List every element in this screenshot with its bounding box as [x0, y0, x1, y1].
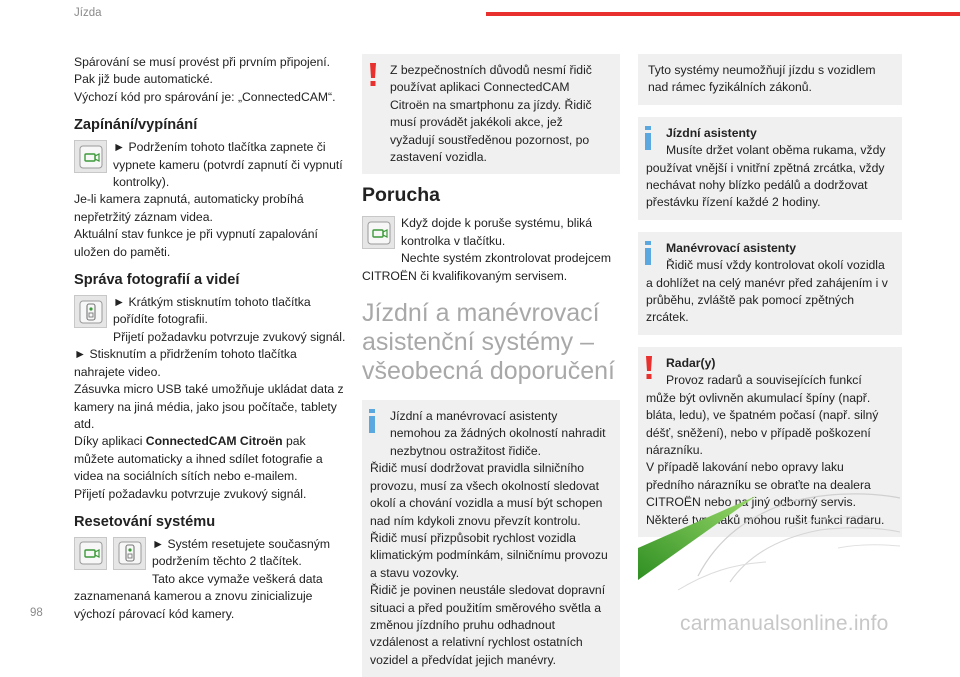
on-off-memory: Aktuální stav funkce je při vypnutí zapalování uložen do paměti.	[74, 227, 318, 259]
on-off-recording: Je-li kamera zapnutá, automaticky probíhá nepřetržitý záznam videa.	[74, 192, 304, 224]
pairing-line-1: Spárování se musí provést při prvním připojení.	[74, 55, 331, 69]
photos-block	[74, 294, 346, 329]
radar-text-3: Některé typy laků mohou rušit funkci radaru.	[646, 512, 885, 527]
usb-button-icon	[74, 295, 107, 328]
heading-fault: Porucha	[362, 184, 441, 207]
info-note-driving	[638, 117, 902, 220]
info-note-assist	[362, 400, 620, 677]
pairing-line-2: Pak již bude automatické.	[74, 72, 213, 87]
heading-reset: Resetování systému	[74, 513, 216, 530]
photos-long-press: ► Stisknutím a přidržením tohoto tlačítka nahrajete video.	[74, 347, 297, 379]
info-assist-2: Řidič musí dodržovat pravidla silničního provozu, musí za všech okolností sledovat okolí a chování vozidla a musí být schopen nad ním kdykoli znovu převzít kontrolu. Řidič musí přizpůsobit rychlost vozidla klimatickým podmínkám, silničnímu provozu a stavu vozovky.	[370, 461, 608, 580]
photos-confirm-sound: Přijetí požadavku potvrzuje zvukový signál.	[113, 329, 346, 344]
usb-button-icon	[113, 537, 146, 570]
reset-effect: Tato akce vymaže veškerá data zaznamenaná kamerou a znovu zinicializuje výchozí párovací kód kamery.	[74, 571, 323, 621]
camera-button-icon	[362, 216, 395, 249]
physics-text: Tyto systémy neumožňují jízdu s vozidlem nad rámec fyzikálních zákonů.	[648, 63, 876, 95]
warning-note-app	[362, 54, 620, 174]
physics-note	[638, 54, 902, 105]
radar-title: Radar(y)	[666, 355, 716, 370]
info-assist-1: Jízdní a manévrovací asistenty nemohou za žádných okolností nahradit nezbytnou ostražitost řidiče.	[390, 409, 606, 458]
reset-block	[74, 536, 346, 571]
photos-short-press: ► Krátkým stisknutím tohoto tlačítka pořídíte fotografii.	[113, 295, 311, 327]
red-rule	[486, 12, 960, 16]
app-name: ConnectedCAM Citroën	[145, 434, 283, 449]
fault-blink: Když dojde k poruše systému, bliká kontrolka v tlačítku.	[401, 216, 593, 248]
section-label: Jízda	[74, 7, 102, 19]
car-radar-illustration	[638, 480, 902, 592]
photos-usb: Zásuvka micro USB také umožňuje ukládat data z kamery na jiná média, jako jsou počítače, tablety atd.	[74, 382, 344, 431]
manoeuvre-assist-text: Řidič musí vždy kontrolovat okolí vozidla a dohlížet na celý manévr před zahájením i v průběhu, zvláště pak pomocí zpětných zrcátek.	[646, 258, 888, 325]
info-icon	[368, 409, 376, 433]
page-number: 98	[30, 607, 43, 619]
heading-on-off: Zapínání/vypínání	[74, 117, 198, 134]
column-middle	[362, 54, 620, 677]
driving-assist-title: Jízdní asistenty	[666, 125, 757, 140]
info-icon	[644, 126, 652, 150]
column-left	[74, 54, 346, 623]
pairing-line-3: Výchozí kód pro spárování je: „ConnectedCAM“.	[74, 89, 336, 104]
warning-app-text: Z bezpečnostních důvodů nesmí řidič používat aplikaci ConnectedCAM Citroën na smartphonu za jízdy. Řidič musí provádět jakékoli akce, jež vyžadují soustředěnou pozornost, po zastavení vozidla.	[390, 63, 592, 165]
manoeuvre-assist-title: Manévrovací asistenty	[666, 240, 797, 255]
column-right	[638, 54, 902, 537]
watermark: carmanualsonline.info	[680, 612, 889, 635]
radar-text-1: Provoz radarů a souvisejících funkcí může být ovlivněn akumulací špíny (např. bláta, ledu), ve špatném počasí (např. silný déšť, sněžení), nebo v případě poškození nárazníku.	[646, 373, 879, 457]
on-off-instruction: ► Podržením tohoto tlačítka zapnete či vypnete kameru (potvrdí zapnutí či vypnutí kontrolky).	[113, 140, 343, 190]
radar-text-2: V případě lakování nebo opravy laku předního nárazníku se obraťte na dealera CITROËN nebo na jiný odborný servis.	[646, 460, 871, 510]
driving-assist-text: Musíte držet volant oběma rukama, vždy používat vnější i vnitřní zpětná zrcátka, vždy nechávat nohy blízko pedálů a dodržovat přestávku řízení každé 2 hodiny.	[646, 143, 886, 210]
reset-instruction: ► Systém resetujete současným podržením těchto 2 tlačítek.	[152, 536, 331, 569]
info-assist-3: Řidič je povinen neustále sledovat dopravní situaci a před použitím směrového světla a změnou jízdního pruhu odhadnout vzdálenost a relativní rychlost ostatních vozidel a předvídat jejich manévry.	[370, 583, 606, 667]
info-icon	[644, 241, 652, 265]
camera-button-icon	[74, 140, 107, 173]
info-note-manoeuvre	[638, 232, 902, 335]
exclamation-icon	[644, 356, 654, 380]
fault-service: Nechte systém zkontrolovat prodejcem CITROËN či kvalifikovaným servisem.	[362, 251, 611, 283]
photos-confirm-sound-2: Přijetí požadavku potvrzuje zvukový signál.	[74, 486, 307, 501]
fault-block	[362, 215, 620, 250]
camera-button-icon	[74, 537, 107, 570]
on-off-block	[74, 139, 346, 191]
exclamation-icon	[368, 63, 378, 87]
heading-photos-videos: Správa fotografií a videí	[74, 272, 240, 289]
photos-app-share: Díky aplikaci ConnectedCAM Citroën pak můžete automaticky a ihned sdílet fotografie a videa na sociálních sítích nebo e-mailem.	[74, 434, 323, 484]
heading-assist-systems: Jízdní a manévrovací asistenční systémy – všeobecná doporučení	[362, 299, 615, 386]
